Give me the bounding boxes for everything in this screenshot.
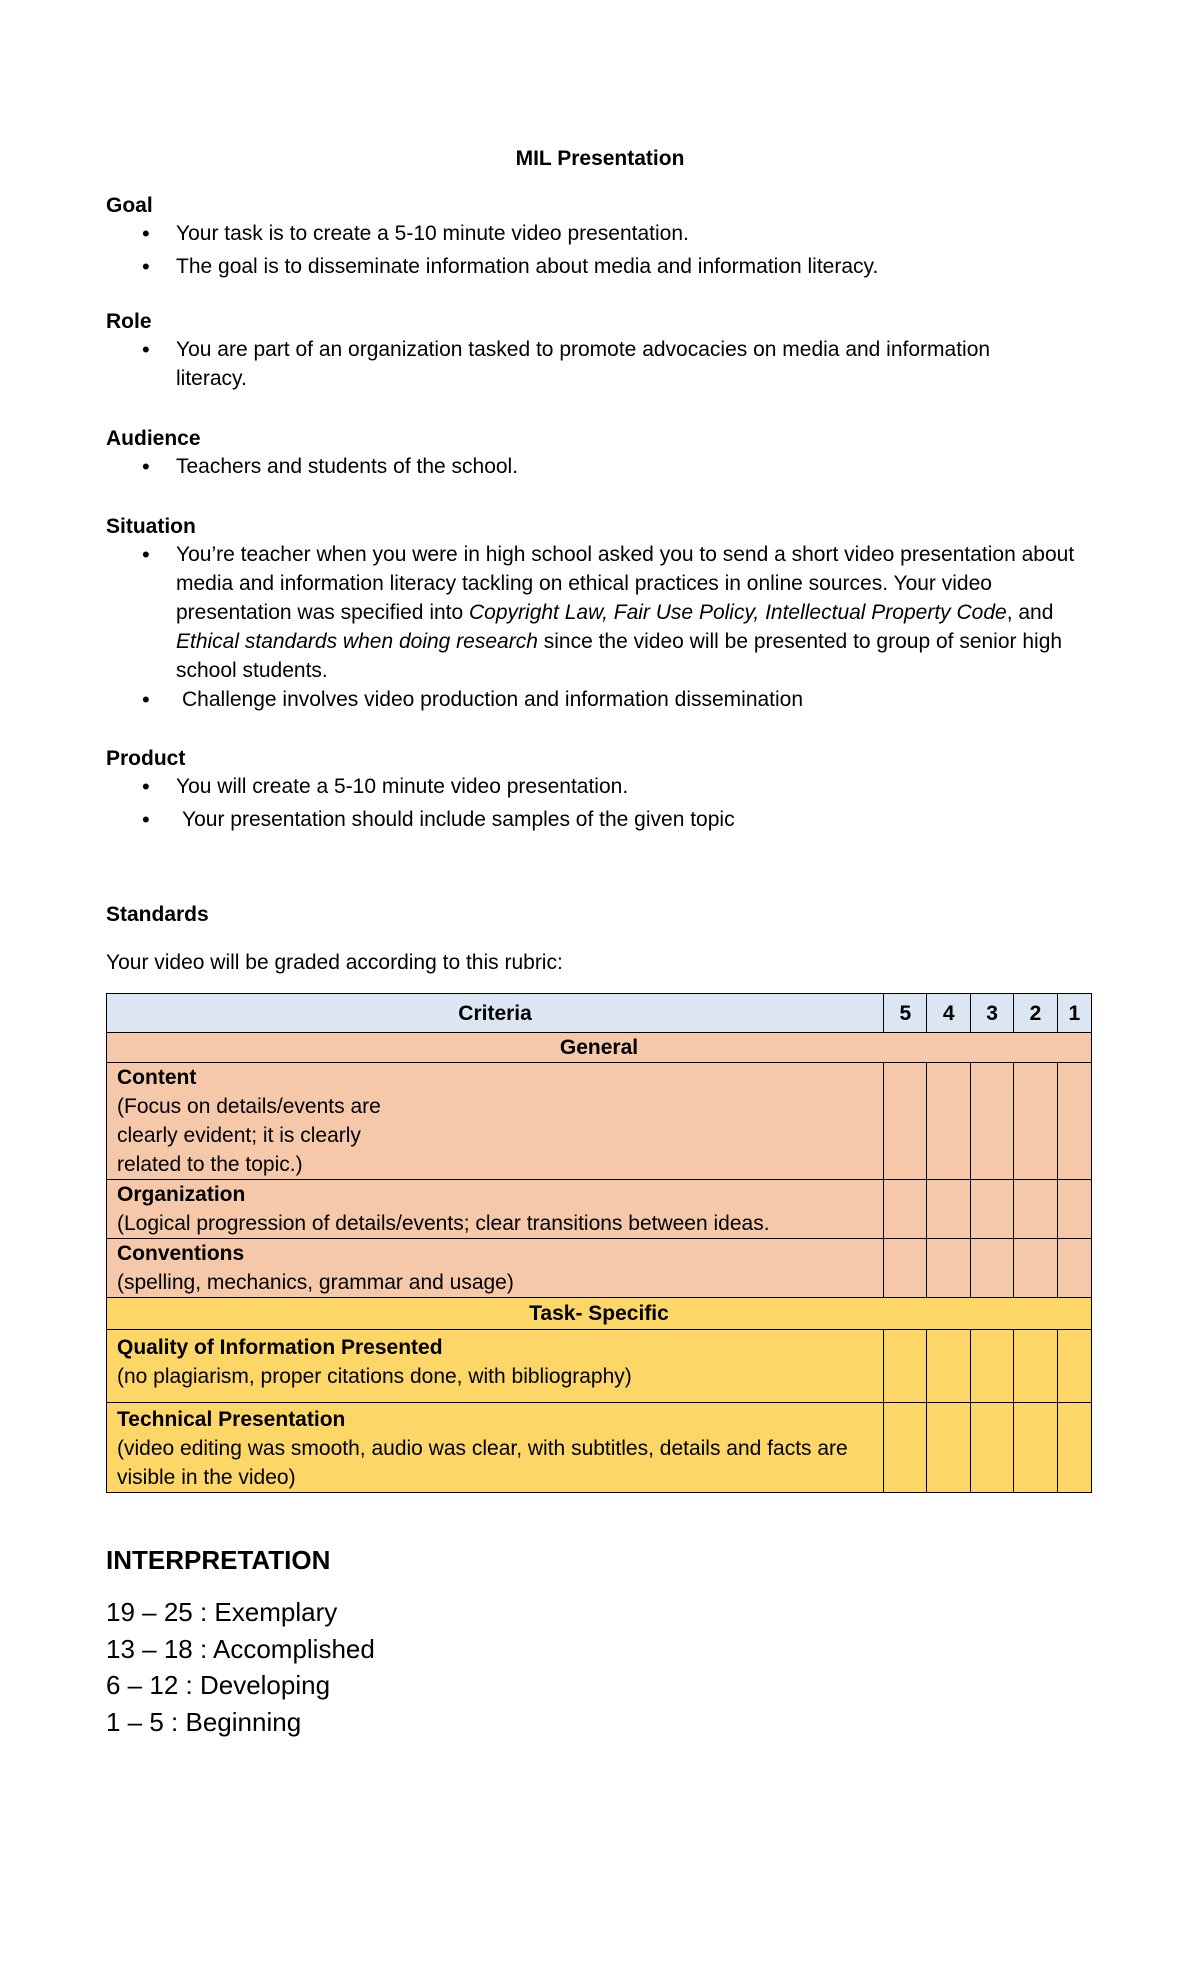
score-cell (884, 1239, 927, 1298)
score-cell (1014, 1403, 1057, 1493)
criteria-cell (107, 1180, 884, 1239)
criteria-name: Content (117, 1066, 197, 1089)
product-item: • You will create a 5-10 minute video presentation. (106, 772, 1106, 801)
score-cell (927, 1180, 970, 1239)
score-cell (927, 1403, 970, 1493)
general-section-label: General (107, 1033, 1092, 1063)
situation-item (106, 540, 1106, 685)
criteria-description: (no plagiarism, proper citations done, with bibliography) (117, 1365, 632, 1388)
product-list (106, 772, 1106, 834)
interpretation-list (106, 1594, 375, 1740)
interpretation-level: 1 – 5 : Beginning (106, 1706, 302, 1737)
task-section-row (107, 1298, 1092, 1330)
situation-heading: Situation (106, 515, 196, 538)
score-cell (884, 1330, 927, 1403)
criteria-description: (video editing was smooth, audio was clear, with subtitles, details and facts are visible in the video) (117, 1437, 848, 1489)
goal-list (106, 219, 1106, 281)
score-cell (1014, 1330, 1057, 1403)
general-section-row (107, 1033, 1092, 1063)
score-cell (1014, 1063, 1057, 1180)
situation-text: , and (1006, 601, 1054, 624)
score-cell (884, 1180, 927, 1239)
standards-intro: Your video will be graded according to this rubric: (106, 951, 563, 974)
score-cell (927, 1330, 970, 1403)
score-header-5: 5 (884, 994, 927, 1033)
score-header-2: 2 (1014, 994, 1057, 1033)
score-cell (970, 1403, 1013, 1493)
criteria-description: (spelling, mechanics, grammar and usage) (117, 1271, 514, 1294)
score-header-3: 3 (970, 994, 1013, 1033)
criteria-header: Criteria (107, 994, 884, 1033)
score-cell (970, 1330, 1013, 1403)
criteria-name: Technical Presentation (117, 1408, 346, 1431)
standards-heading: Standards (106, 903, 209, 926)
score-cell (1014, 1239, 1057, 1298)
role-list (106, 335, 1056, 393)
document-title: MIL Presentation (515, 147, 685, 170)
audience-heading: Audience (106, 427, 201, 450)
criteria-name: Organization (117, 1183, 246, 1206)
table-row (107, 1063, 1092, 1180)
table-row (107, 1180, 1092, 1239)
situation-text: since the video will be presented to group of senior high school students. (176, 630, 1063, 682)
rubric-header-row (107, 994, 1092, 1033)
score-cell (927, 1239, 970, 1298)
interpretation-level: 6 – 12 : Developing (106, 1670, 331, 1700)
score-cell (1057, 1403, 1091, 1493)
product-heading: Product (106, 747, 186, 770)
criteria-cell (107, 1239, 884, 1298)
interpretation-level: 19 – 25 : Exemplary (106, 1597, 338, 1627)
role-heading: Role (106, 310, 152, 333)
table-row (107, 1239, 1092, 1298)
product-item: • Your presentation should include samples of the given topic (106, 805, 1106, 834)
task-section-label: Task- Specific (107, 1298, 1092, 1330)
situation-list (106, 540, 1106, 714)
score-cell (884, 1063, 927, 1180)
score-header-4: 4 (927, 994, 970, 1033)
score-cell (970, 1180, 1013, 1239)
criteria-name: Quality of Information Presented (117, 1336, 443, 1359)
criteria-cell (107, 1403, 884, 1493)
criteria-description: (Focus on details/events are clearly evident; it is clearly related to the topic.) (117, 1095, 381, 1176)
score-cell (884, 1403, 927, 1493)
criteria-cell (107, 1063, 884, 1180)
score-cell (927, 1063, 970, 1180)
score-cell (1057, 1239, 1091, 1298)
table-row (107, 1330, 1092, 1403)
score-cell (1057, 1063, 1091, 1180)
goal-item: • The goal is to disseminate information about media and information literacy. (106, 252, 1106, 281)
criteria-name: Conventions (117, 1242, 245, 1265)
audience-list (106, 452, 1106, 481)
situation-text: You’re teacher when you were in high school asked you to send a short video presentation about media and information literacy tackling on ethical practices in online sources. Your video presentation was specified into (176, 543, 1075, 624)
interpretation-heading: INTERPRETATION (106, 1545, 331, 1575)
score-cell (1014, 1180, 1057, 1239)
score-cell (1057, 1180, 1091, 1239)
goal-item: • Your task is to create a 5-10 minute video presentation. (106, 219, 1106, 248)
goal-heading: Goal (106, 194, 153, 217)
criteria-description: (Logical progression of details/events; clear transitions between ideas. (117, 1212, 770, 1235)
score-header-1: 1 (1057, 994, 1091, 1033)
situation-item: • Challenge involves video production and information dissemination (106, 685, 1106, 714)
interpretation-level: 13 – 18 : Accomplished (106, 1633, 375, 1664)
rubric-table (106, 993, 1092, 1493)
score-cell (970, 1063, 1013, 1180)
score-cell (970, 1239, 1013, 1298)
situation-italic-ethics: Ethical standards when doing research (176, 630, 538, 653)
table-row (107, 1403, 1092, 1493)
role-item: • You are part of an organization tasked to promote advocacies on media and information literacy. (106, 335, 1056, 393)
situation-italic-laws: Copyright Law, Fair Use Policy, Intellectual Property Code (469, 601, 1007, 624)
criteria-cell (107, 1330, 884, 1403)
audience-item: • Teachers and students of the school. (106, 452, 1106, 481)
score-cell (1057, 1330, 1091, 1403)
